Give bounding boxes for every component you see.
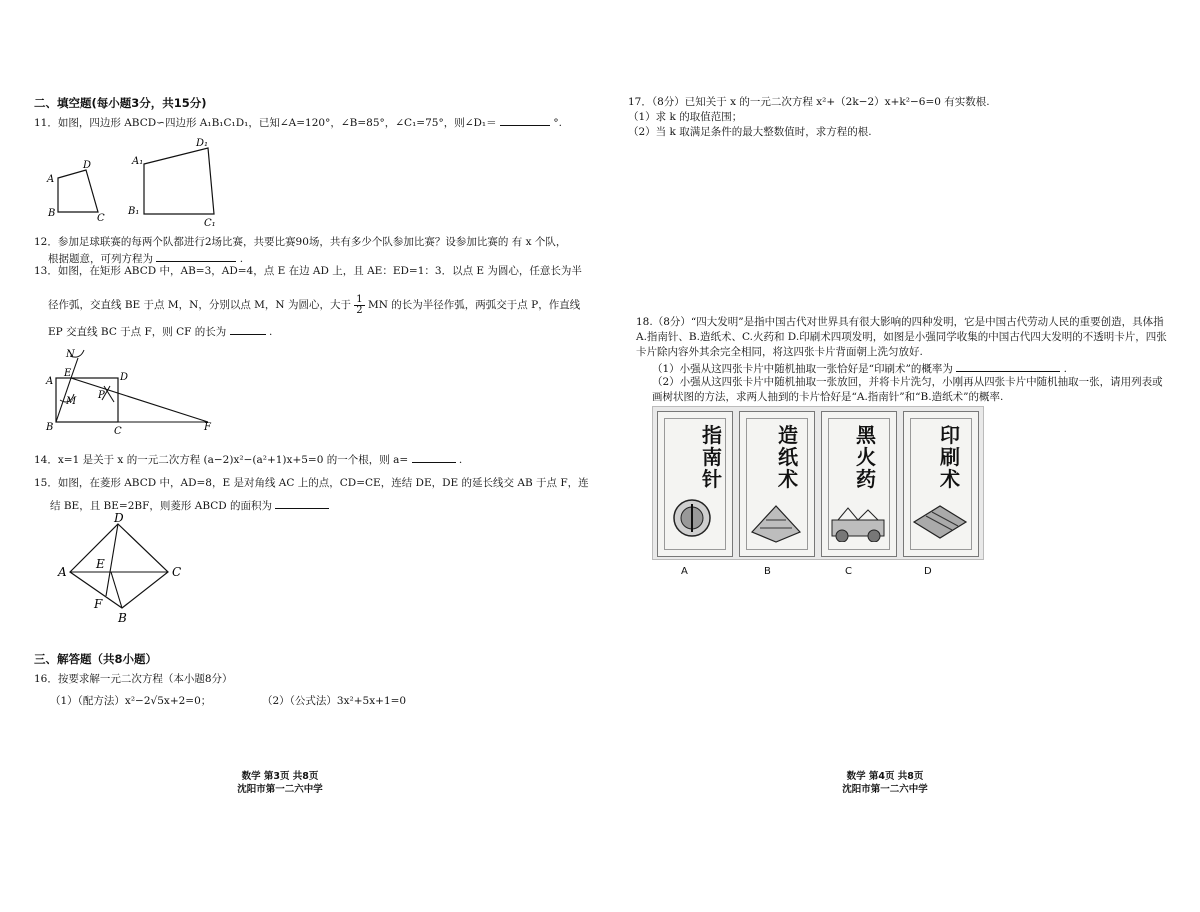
- card-b: [739, 411, 815, 557]
- section-3-title: 三、解答题（共8小题）: [34, 652, 158, 666]
- answer-blank-12[interactable]: [156, 250, 236, 262]
- label-n: N: [66, 349, 75, 360]
- fraction-numerator: 1: [356, 293, 363, 305]
- question-14-text: 14．x=1 是关于 x 的一元二次方程 (a−2)x²−(a²+1)x+5=0 的一个根，则 a=: [34, 454, 409, 466]
- label-d: D: [114, 512, 124, 525]
- label-c1: C₁: [204, 218, 216, 229]
- question-18-line-2: A.指南针、B.造纸术、C.火药和 D.印刷术四项发明，如图是小强同学收集的中国古代四大发明的不透明卡片，四张: [636, 331, 1167, 343]
- label-f: F: [204, 422, 211, 433]
- question-18-line-3: 卡片除内容外其余完全相同，将这四张卡片背面朝上洗匀放好.: [636, 346, 923, 358]
- question-16-title: 16．按要求解一元二次方程（本小题8分）: [34, 673, 233, 685]
- card-c: [821, 411, 897, 557]
- label-c: C: [172, 565, 182, 579]
- question-17-line-2: （1）求 k 的取值范围；: [628, 111, 743, 123]
- left-footer-page-number: 数学 第3页 共8页: [241, 771, 319, 782]
- label-e: E: [96, 557, 105, 571]
- answer-blank-14[interactable]: [412, 451, 456, 463]
- label-a1: A₁: [132, 156, 144, 167]
- fraction-one-half: [354, 295, 364, 316]
- label-c: C: [97, 213, 105, 224]
- question-13-text-c: EP 交直线 BC 于点 F，则 CF 的长为: [48, 326, 227, 338]
- right-footer-page-number: 数学 第4页 共8页: [846, 771, 924, 782]
- question-13-line-1: 13．如图，在矩形 ABCD 中，AB=3，AD=4，点 E 在边 AD 上，且 AE：ED=1：3．以点 E 为圆心，任意长为半: [34, 265, 582, 277]
- label-a: A: [46, 376, 54, 387]
- invention-cards-panel: [652, 406, 984, 560]
- card-a: [657, 411, 733, 557]
- question-14-suffix: .: [458, 454, 463, 466]
- fraction-denominator: 2: [356, 304, 363, 316]
- question-18-line-1: 18.（8分）“四大发明”是指中国古代对世界具有很大影响的四种发明，它是中国古代劳动人民的重要创造，具体指: [636, 316, 1164, 328]
- question-18-part-1-text: （1）小强从这四张卡片中随机抽取一张恰好是“印刷术”的概率为: [652, 363, 953, 375]
- question-12-text: 根据题意，可列方程为: [48, 253, 153, 265]
- card-b-title: 造纸术: [778, 423, 798, 491]
- card-letter-d: D: [924, 566, 932, 577]
- label-b: B: [118, 611, 127, 625]
- card-a-title: 指南针: [702, 423, 722, 491]
- question-16-part-1: （1）（配方法）x²−2√5x+2=0；: [50, 695, 212, 707]
- left-page-footer: [215, 770, 345, 796]
- section-2-title: 二、填空题(每小题3分，共15分): [34, 96, 207, 110]
- quad-a1b1c1d1: [144, 148, 214, 214]
- label-d1: D₁: [196, 138, 209, 149]
- label-d: D: [120, 372, 129, 383]
- figure-rectangle-construction: [40, 342, 220, 438]
- printing-icon: [910, 496, 970, 544]
- question-13-line-2: [48, 293, 580, 317]
- card-c-title: 黑火药: [856, 423, 876, 491]
- card-d: [903, 411, 979, 557]
- line-ef: [71, 378, 208, 422]
- rhombus-abcd: [70, 524, 168, 608]
- label-b: B: [48, 208, 56, 219]
- card-letter-b: B: [764, 566, 771, 577]
- label-b: B: [46, 422, 54, 433]
- question-16-part-2: （2）（公式法）3x²+5x+1=0: [262, 695, 407, 707]
- answer-blank-11[interactable]: [500, 114, 550, 126]
- question-11: [34, 114, 562, 131]
- card-d-title: 印刷术: [940, 423, 960, 491]
- answer-blank-13[interactable]: [230, 323, 266, 335]
- question-13-line-3: [48, 323, 272, 340]
- papermaking-icon: [748, 498, 804, 544]
- quad-abcd: [58, 170, 98, 212]
- question-15-text: 结 BE，且 BE=2BF，则菱形 ABCD 的面积为: [50, 500, 273, 512]
- question-11-suffix: °.: [553, 117, 562, 129]
- label-e: E: [64, 368, 72, 379]
- question-18-part-2-a: （2）小强从这四张卡片中随机抽取一张放回，并将卡片洗匀，小刚再从四张卡片中随机抽取一张，请用列表或: [652, 376, 1163, 388]
- label-a: A: [58, 565, 67, 579]
- label-m: M: [66, 396, 77, 407]
- figure-rhombus: [50, 512, 200, 628]
- card-letter-a: A: [681, 566, 688, 577]
- question-12-suffix: .: [239, 253, 244, 265]
- label-b1: B₁: [128, 206, 140, 217]
- question-12-line-1: 12．参加足球联赛的每两个队都进行2场比赛，共要比赛90场，共有多少个队参加比赛？设参加比赛的 有 x 个队，: [34, 236, 567, 248]
- card-letter-c: C: [845, 566, 852, 577]
- label-a: A: [47, 174, 55, 185]
- question-11-text: 11．如图，四边形 ABCD∽四边形 A₁B₁C₁D₁，已知∠A=120°，∠B=85°，∠C₁=75°，则∠D₁＝: [34, 117, 497, 129]
- question-13-text-b: MN 的长为半径作弧，两弧交于点 P，作直线: [368, 299, 581, 311]
- line-be: [111, 572, 122, 608]
- question-13-suffix: .: [269, 326, 273, 338]
- figure-quadrilaterals: [40, 130, 230, 230]
- right-page-footer: [820, 770, 950, 796]
- label-c: C: [114, 426, 122, 437]
- question-18-part-2-b: 画树状图的方法，求两人抽到的卡片恰好是“A.指南针”和“B.造纸术”的概率.: [652, 391, 1004, 403]
- question-13-text-a: 径作弧，交直线 BE 于点 M，N，分别以点 M，N 为圆心，大于: [48, 299, 351, 311]
- label-p: P: [98, 390, 105, 401]
- compass-icon: [668, 490, 718, 546]
- left-footer-school: 沈阳市第一二六中学: [237, 784, 323, 795]
- question-15-line-1: 15．如图，在菱形 ABCD 中，AD=8，E 是对角线 AC 上的点，CD=CE，连结 DE，DE 的延长线交 AB 于点 F，连: [34, 477, 589, 489]
- answer-blank-18[interactable]: [956, 360, 1060, 372]
- label-d: D: [83, 160, 92, 171]
- question-17-line-3: （2）当 k 取满足条件的最大整数值时，求方程的根.: [628, 126, 872, 138]
- gunpowder-icon: [828, 502, 888, 542]
- question-14: [34, 451, 462, 468]
- label-f: F: [94, 597, 103, 611]
- answer-blank-15[interactable]: [275, 497, 329, 509]
- right-footer-school: 沈阳市第一二六中学: [842, 784, 928, 795]
- question-17-line-1: 17．（8分）已知关于 x 的一元二次方程 x²+（2k−2）x+k²−6=0 有实数根.: [628, 96, 990, 108]
- line-be-extended: [71, 358, 78, 378]
- question-18-part-1-suffix: .: [1063, 363, 1067, 375]
